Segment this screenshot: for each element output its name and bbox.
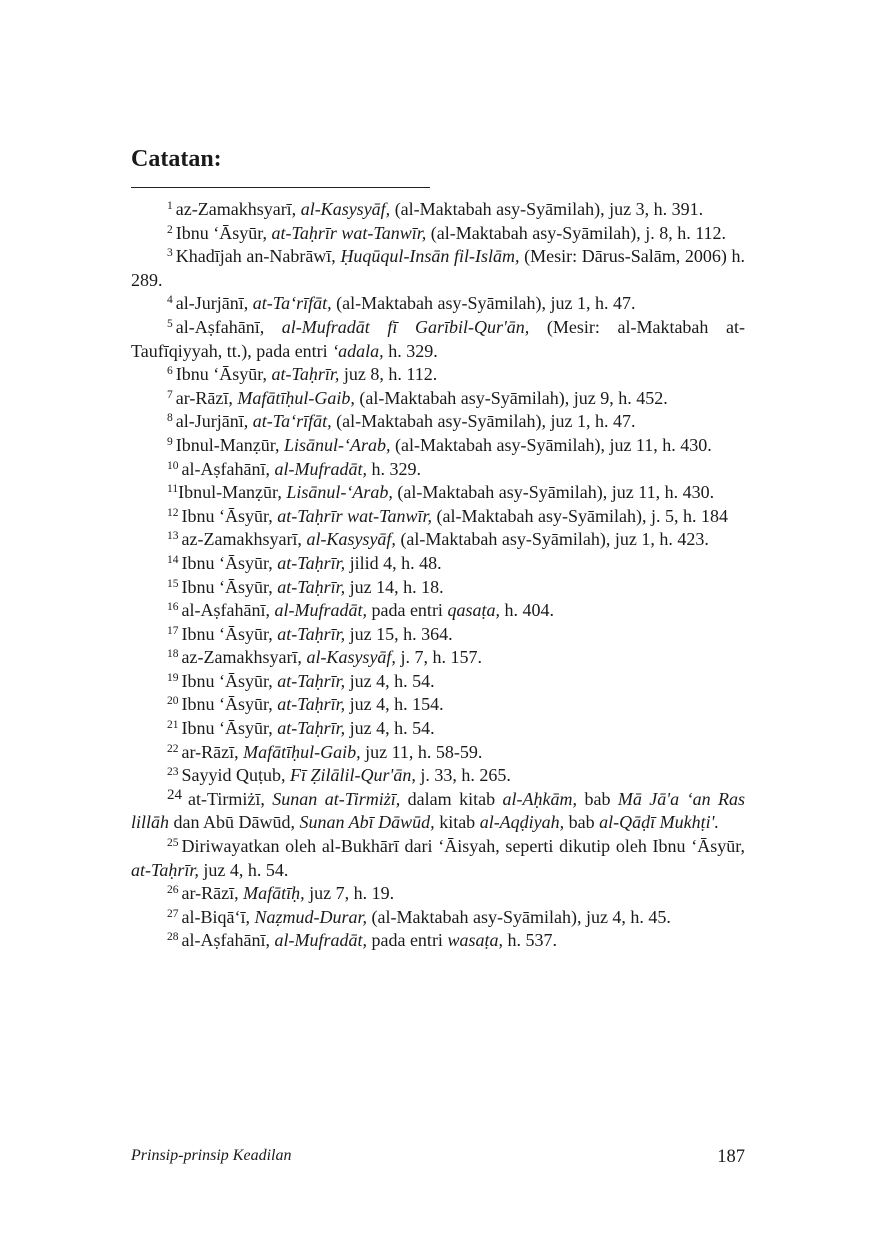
footnote-number: 20	[167, 695, 179, 708]
footnote-22	[131, 741, 745, 765]
footnote-text: (Mesir: al-Maktabah at-Taufīqiyyah, tt.), pada entri	[131, 316, 745, 361]
footnote-text: Ibnu ‘Āsyūr,	[181, 505, 278, 526]
footnote-text: (al-Maktabah asy-Syāmilah), j. 8, h. 112.	[426, 222, 727, 243]
footnote-title-italic: Lisānul-‘Arab,	[286, 482, 393, 503]
footnote-number: 27	[167, 907, 179, 920]
footnote-text: juz 4, h. 54.	[198, 859, 289, 880]
footnote-text: Ibnu ‘Āsyūr,	[175, 222, 272, 243]
footnote-text: Ibnu ‘Āsyūr,	[175, 364, 272, 385]
footnote-title-italic: Naẓmud-Durar,	[254, 906, 368, 927]
footnote-text: Ibnul-Manẓūr,	[175, 434, 284, 455]
footnote-text: ar-Rāzī,	[181, 741, 244, 762]
footnote-title-italic: Fī Ẓilālil-Qur'ān,	[290, 765, 416, 786]
footnote-24	[131, 788, 745, 835]
footnote-text: juz 15, h. 364.	[345, 623, 453, 644]
footnote-text: al-Aṣfahānī,	[181, 458, 275, 479]
footnote-text: Ibnu ‘Āsyūr,	[181, 694, 278, 715]
footnote-text: j. 33, h. 265.	[415, 765, 511, 786]
footnote-number: 4	[167, 294, 173, 307]
footnote-18	[131, 646, 745, 670]
footnote-number: 13	[167, 530, 179, 543]
footnote-text: pada entri	[366, 930, 448, 951]
footnote-text: az-Zamakhsyarī,	[181, 529, 307, 550]
footnote-title-italic: Ḥuqūqul-Insān fil-Islām,	[340, 246, 520, 267]
footnote-title-italic: Mafātīḥ,	[243, 883, 305, 904]
footnote-3	[131, 245, 745, 292]
footnote-text: Ibnul-Manẓūr,	[178, 482, 287, 503]
footnote-text: Ibnu ‘Āsyūr,	[181, 623, 278, 644]
footnote-text: al-Biqā‘ī,	[181, 906, 255, 927]
footnote-title-italic: at-Ta‘rīfāt,	[252, 411, 332, 432]
footnote-5	[131, 316, 745, 363]
footnote-number: 2	[167, 223, 173, 236]
footnote-text: juz 7, h. 19.	[304, 883, 395, 904]
footnote-9	[131, 434, 745, 458]
footnote-title-italic: al-Kasysyāf,	[300, 199, 391, 219]
footnote-text: (al-Maktabah asy-Syāmilah), juz 11, h. 430.	[392, 482, 715, 503]
footnote-separator-rule	[131, 187, 430, 188]
footnote-title-italic: al-Aḥkām,	[502, 788, 578, 809]
footnote-text: (al-Maktabah asy-Syāmilah), j. 5, h. 184	[432, 505, 728, 526]
footnote-text: kitab	[434, 812, 480, 833]
footnote-title-italic: al-Qāḍī Mukhṭi'.	[599, 812, 720, 833]
footnote-19	[131, 670, 745, 694]
footnote-text: juz 4, h. 54.	[345, 670, 435, 691]
footnote-text: ar-Rāzī,	[175, 387, 238, 408]
footnote-23	[131, 764, 745, 788]
footnote-text: bab	[564, 812, 600, 833]
footnote-text: Ibnu ‘Āsyūr,	[181, 576, 278, 597]
footnote-title-italic: at-Taḥrīr,	[277, 718, 346, 739]
footnote-title-italic: at-Taḥrīr,	[277, 694, 346, 715]
footnote-text: Ibnu ‘Āsyūr,	[181, 670, 278, 691]
footnote-number: 23	[167, 766, 179, 779]
footnote-number: 5	[167, 317, 173, 330]
footnote-title-italic: at-Taḥrīr wat-Tanwīr,	[277, 505, 433, 526]
footnote-2	[131, 222, 745, 246]
footnote-number: 28	[167, 931, 179, 944]
footnote-text: h. 537.	[502, 930, 557, 951]
footnote-text: jilid 4, h. 48.	[345, 552, 442, 573]
footnote-number: 16	[167, 601, 179, 614]
footnote-number: 9	[167, 435, 173, 448]
footnote-number: 7	[167, 388, 173, 401]
footnote-27	[131, 906, 745, 930]
footnote-title-italic: al-Aqḍiyah,	[479, 812, 565, 833]
footnote-title-italic: Sunan Abī Dāwūd,	[299, 812, 435, 833]
footnote-number: 12	[167, 506, 179, 519]
footnote-number: 15	[167, 577, 179, 590]
footnote-title-italic: at-Taḥrīr,	[277, 623, 346, 644]
footnote-number: 8	[167, 412, 173, 425]
footnote-number: 22	[167, 742, 179, 755]
footnote-number: 18	[167, 648, 179, 661]
footnote-text: az-Zamakhsyarī,	[175, 199, 301, 219]
footnote-text: juz 4, h. 154.	[345, 694, 444, 715]
footnote-13	[131, 528, 745, 552]
footnote-text: Khadījah an-Nabrāwī,	[175, 246, 341, 267]
footnote-title-italic: wasaṭa,	[447, 930, 503, 951]
footnote-17	[131, 623, 745, 647]
footnote-number: 26	[167, 884, 179, 897]
footnote-14	[131, 552, 745, 576]
footnote-text: juz 4, h. 54.	[345, 718, 435, 739]
page-title: Catatan:	[131, 146, 222, 172]
footnote-title-italic: al-Kasysyāf,	[306, 647, 396, 668]
footnote-text: bab	[577, 788, 618, 809]
footnote-number: 3	[167, 247, 173, 260]
footnote-text: al-Jurjānī,	[175, 411, 253, 432]
footnote-text: pada entri	[366, 600, 448, 621]
page-number: 187	[717, 1147, 745, 1167]
footnote-text: h. 329.	[366, 458, 421, 479]
footnote-title-italic: ‘adala,	[332, 340, 384, 361]
footnote-10	[131, 458, 745, 482]
footnote-number: 17	[167, 624, 179, 637]
footnote-title-italic: al-Mufradāt,	[274, 458, 367, 479]
footnote-title-italic: al-Mufradāt,	[274, 930, 367, 951]
running-footer-title: Prinsip-prinsip Keadilan	[131, 1147, 292, 1164]
footnote-title-italic: Lisānul-‘Arab,	[284, 434, 391, 455]
footnote-text: juz 11, h. 58-59.	[360, 741, 483, 762]
footnote-21	[131, 717, 745, 741]
footnote-title-italic: at-Ta‘rīfāt,	[252, 293, 332, 314]
footnote-number: 6	[167, 365, 173, 378]
footnote-title-italic: at-Taḥrīr,	[277, 576, 346, 597]
footnote-text: (al-Maktabah asy-Syāmilah), juz 1, h. 47.	[331, 293, 636, 314]
footnote-text: h. 329.	[383, 340, 438, 361]
footnote-8	[131, 410, 745, 434]
footnote-text: (al-Maktabah asy-Syāmilah), juz 9, h. 452.	[354, 387, 668, 408]
footnote-text: juz 14, h. 18.	[345, 576, 444, 597]
footnote-15	[131, 576, 745, 600]
footnote-7	[131, 387, 745, 411]
footnote-title-italic: at-Taḥrīr,	[271, 364, 340, 385]
footnote-6	[131, 363, 745, 387]
footnote-number: 21	[167, 719, 179, 732]
footnote-title-italic: al-Mufradāt fī Garībil-Qur'ān,	[281, 316, 530, 337]
footnote-title-italic: Mafātīḥul-Gaib,	[243, 741, 361, 762]
footnote-text: (al-Maktabah asy-Syāmilah), juz 1, h. 47.	[331, 411, 636, 432]
footnote-number: 11	[167, 483, 179, 496]
footnote-16	[131, 599, 745, 623]
footnote-number: 14	[167, 553, 179, 566]
footnote-title-italic: at-Taḥrīr,	[277, 670, 346, 691]
footnote-title-italic: at-Taḥrīr,	[131, 859, 199, 880]
footnote-text: juz 8, h. 112.	[339, 364, 438, 385]
footnote-title-italic: Mā Jā'a ‘an Ras lillāh	[131, 788, 746, 833]
footnote-text: Ibnu ‘Āsyūr,	[181, 718, 278, 739]
footnote-text: (al-Maktabah asy-Syāmilah), juz 3, h. 391.	[390, 199, 704, 219]
footnote-text: al-Aṣfahānī,	[181, 930, 275, 951]
footnote-1	[131, 198, 745, 222]
footnote-title-italic: qasaṭa,	[447, 600, 500, 621]
footnote-text: dalam kitab	[400, 788, 503, 809]
footnote-25	[131, 835, 745, 882]
footnote-title-italic: al-Mufradāt,	[274, 600, 367, 621]
footnote-text: h. 404.	[499, 600, 554, 621]
footnote-text: (al-Maktabah asy-Syāmilah), juz 4, h. 45.	[367, 906, 671, 927]
footnote-12	[131, 505, 745, 529]
footnote-number: 25	[167, 837, 179, 850]
footnote-number: 19	[167, 671, 179, 684]
footnote-title-italic: at-Taḥrīr,	[277, 552, 346, 573]
footnote-text: ar-Rāzī,	[181, 883, 244, 904]
footnote-11	[131, 481, 745, 505]
footnotes-list	[131, 198, 745, 953]
footnote-text: Sayyid Quṭub,	[181, 765, 291, 786]
footnote-number: 24	[167, 786, 182, 803]
footnote-text: al-Aṣfahānī,	[181, 600, 275, 621]
footnote-28	[131, 929, 745, 953]
footnote-20	[131, 693, 745, 717]
footnote-text: (Mesir: Dārus-Salām, 2006) h. 289.	[131, 246, 746, 290]
footnote-number: 1	[167, 200, 173, 212]
footnote-title-italic: at-Taḥrīr wat-Tanwīr,	[271, 222, 427, 243]
footnote-text: j. 7, h. 157.	[395, 647, 482, 668]
footnote-text: al-Aṣfahānī,	[175, 316, 282, 337]
footnote-text: (al-Maktabah asy-Syāmilah), juz 11, h. 430.	[390, 434, 712, 455]
footnote-text: (al-Maktabah asy-Syāmilah), juz 1, h. 423.	[395, 529, 709, 550]
footnote-text: at-Tirmiżī,	[188, 788, 273, 809]
footnote-text: dan Abū Dāwūd,	[169, 812, 300, 833]
footnote-title-italic: Sunan at-Tirmiżī,	[272, 788, 401, 809]
footnote-26	[131, 882, 745, 906]
footnote-4	[131, 292, 745, 316]
footnote-text: az-Zamakhsyarī,	[181, 647, 307, 668]
footnote-title-italic: al-Kasysyāf,	[306, 529, 396, 550]
footnote-number: 10	[167, 459, 179, 472]
footnote-title-italic: Mafātīḥul-Gaib,	[237, 387, 355, 408]
footnote-text: Diriwayatkan oleh al-Bukhārī dari ‘Āisyah, seperti dikutip oleh Ibnu ‘Āsyūr,	[181, 836, 745, 857]
footnote-text: al-Jurjānī,	[175, 293, 253, 314]
footnote-text: Ibnu ‘Āsyūr,	[181, 552, 278, 573]
